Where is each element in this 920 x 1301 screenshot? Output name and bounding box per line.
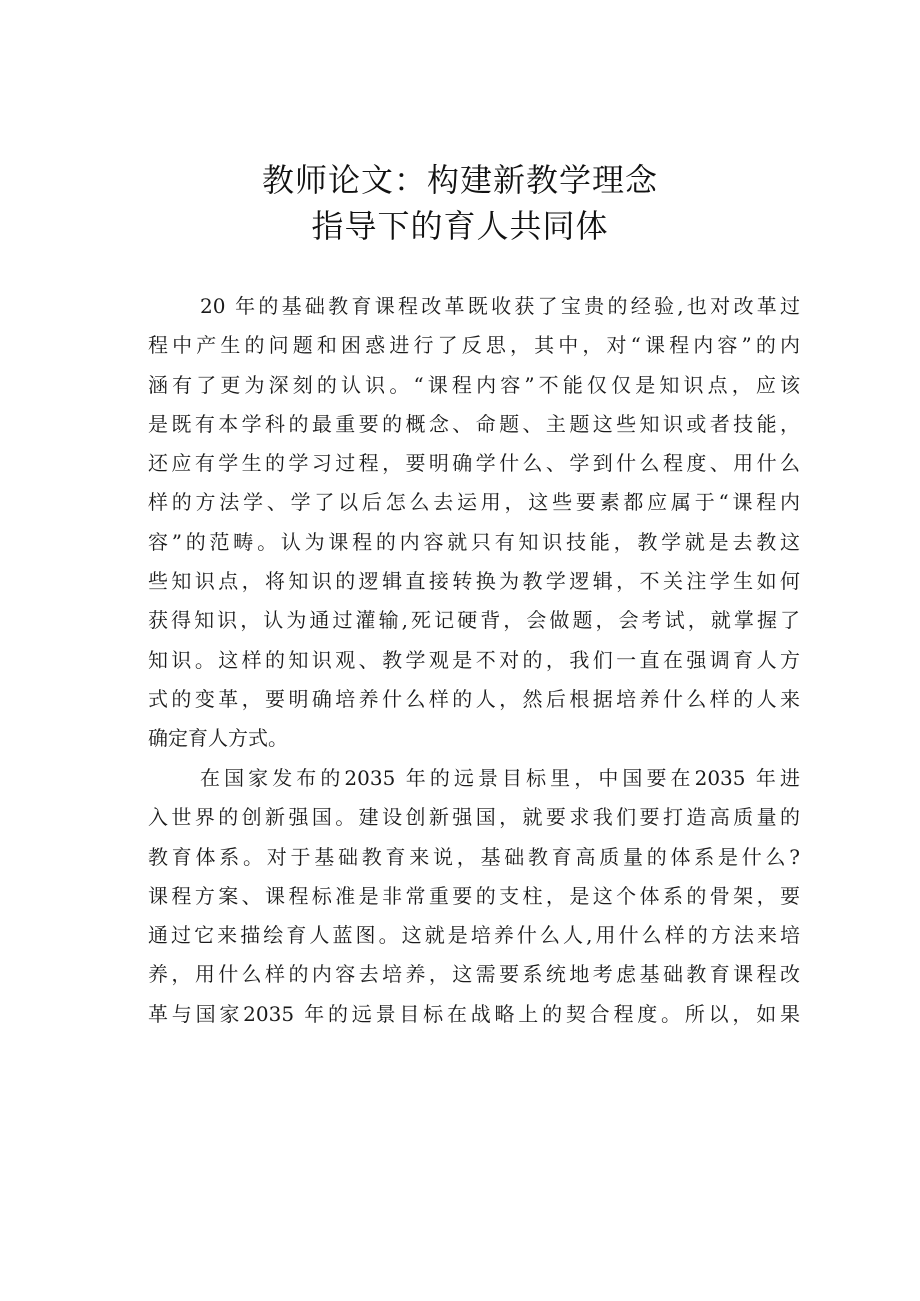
paragraph-line: 课程方案、课程标准是非常重要的支柱，是这个体系的骨架，要 <box>148 883 800 908</box>
paragraph-1 <box>148 287 800 759</box>
paragraph-line: 式的变革，要明确培养什么样的人，然后根据培养什么样的人来 <box>148 686 800 711</box>
paper-title-line-1: 教师论文：构建新教学理念 <box>261 161 658 199</box>
paragraph-line: 革与国家2035 年的远景目标在战略上的契合程度。所以，如果 <box>148 1001 800 1026</box>
paragraph-line: 是既有本学科的最重要的概念、命题、主题这些知识或者技能， <box>148 411 800 436</box>
paragraph-line: 20 年的基础教育课程改革既收获了宝贵的经验,也对改革过 <box>200 294 800 318</box>
paragraph-2 <box>148 759 800 1034</box>
paragraph-line: 容”的范畴。认为课程的内容就只有知识技能，教学就是去教这 <box>148 529 800 554</box>
paragraph-line: 程中产生的问题和困惑进行了反思，其中，对“课程内容”的内 <box>148 333 800 358</box>
paragraph-line: 入世界的创新强国。建设创新强国，就要求我们要打造高质量的 <box>148 805 800 830</box>
paragraph-line: 在国家发布的2035 年的远景目标里，中国要在2035 年进 <box>200 766 800 790</box>
paragraph-line: 知识。这样的知识观、教学观是不对的，我们一直在强调育人方 <box>148 647 800 672</box>
paragraph-line: 还应有学生的学习过程，要明确学什么、学到什么程度、用什么 <box>148 451 800 476</box>
paragraph-line: 教育体系。对于基础教育来说，基础教育高质量的体系是什么? <box>148 844 800 869</box>
paragraph-line: 样的方法学、学了以后怎么去运用，这些要素都应属于“课程内 <box>148 490 800 515</box>
paragraph-line: 涵有了更为深刻的认识。“课程内容”不能仅仅是知识点，应该 <box>148 372 800 397</box>
paragraph-line: 获得知识，认为通过灌输,死记硬背，会做题，会考试，就掌握了 <box>148 608 800 633</box>
paragraph-line: 些知识点，将知识的逻辑直接转换为教学逻辑，不关注学生如何 <box>148 569 800 594</box>
paper-title-line-2: 指导下的育人共同体 <box>311 207 609 245</box>
paragraph-line: 养，用什么样的内容去培养，这需要系统地考虑基础教育课程改 <box>148 962 800 987</box>
paragraph-line: 确定育人方式。 <box>148 726 288 751</box>
paragraph-line: 通过它来描绘育人蓝图。这就是培养什么人,用什么样的方法来培 <box>148 923 800 948</box>
